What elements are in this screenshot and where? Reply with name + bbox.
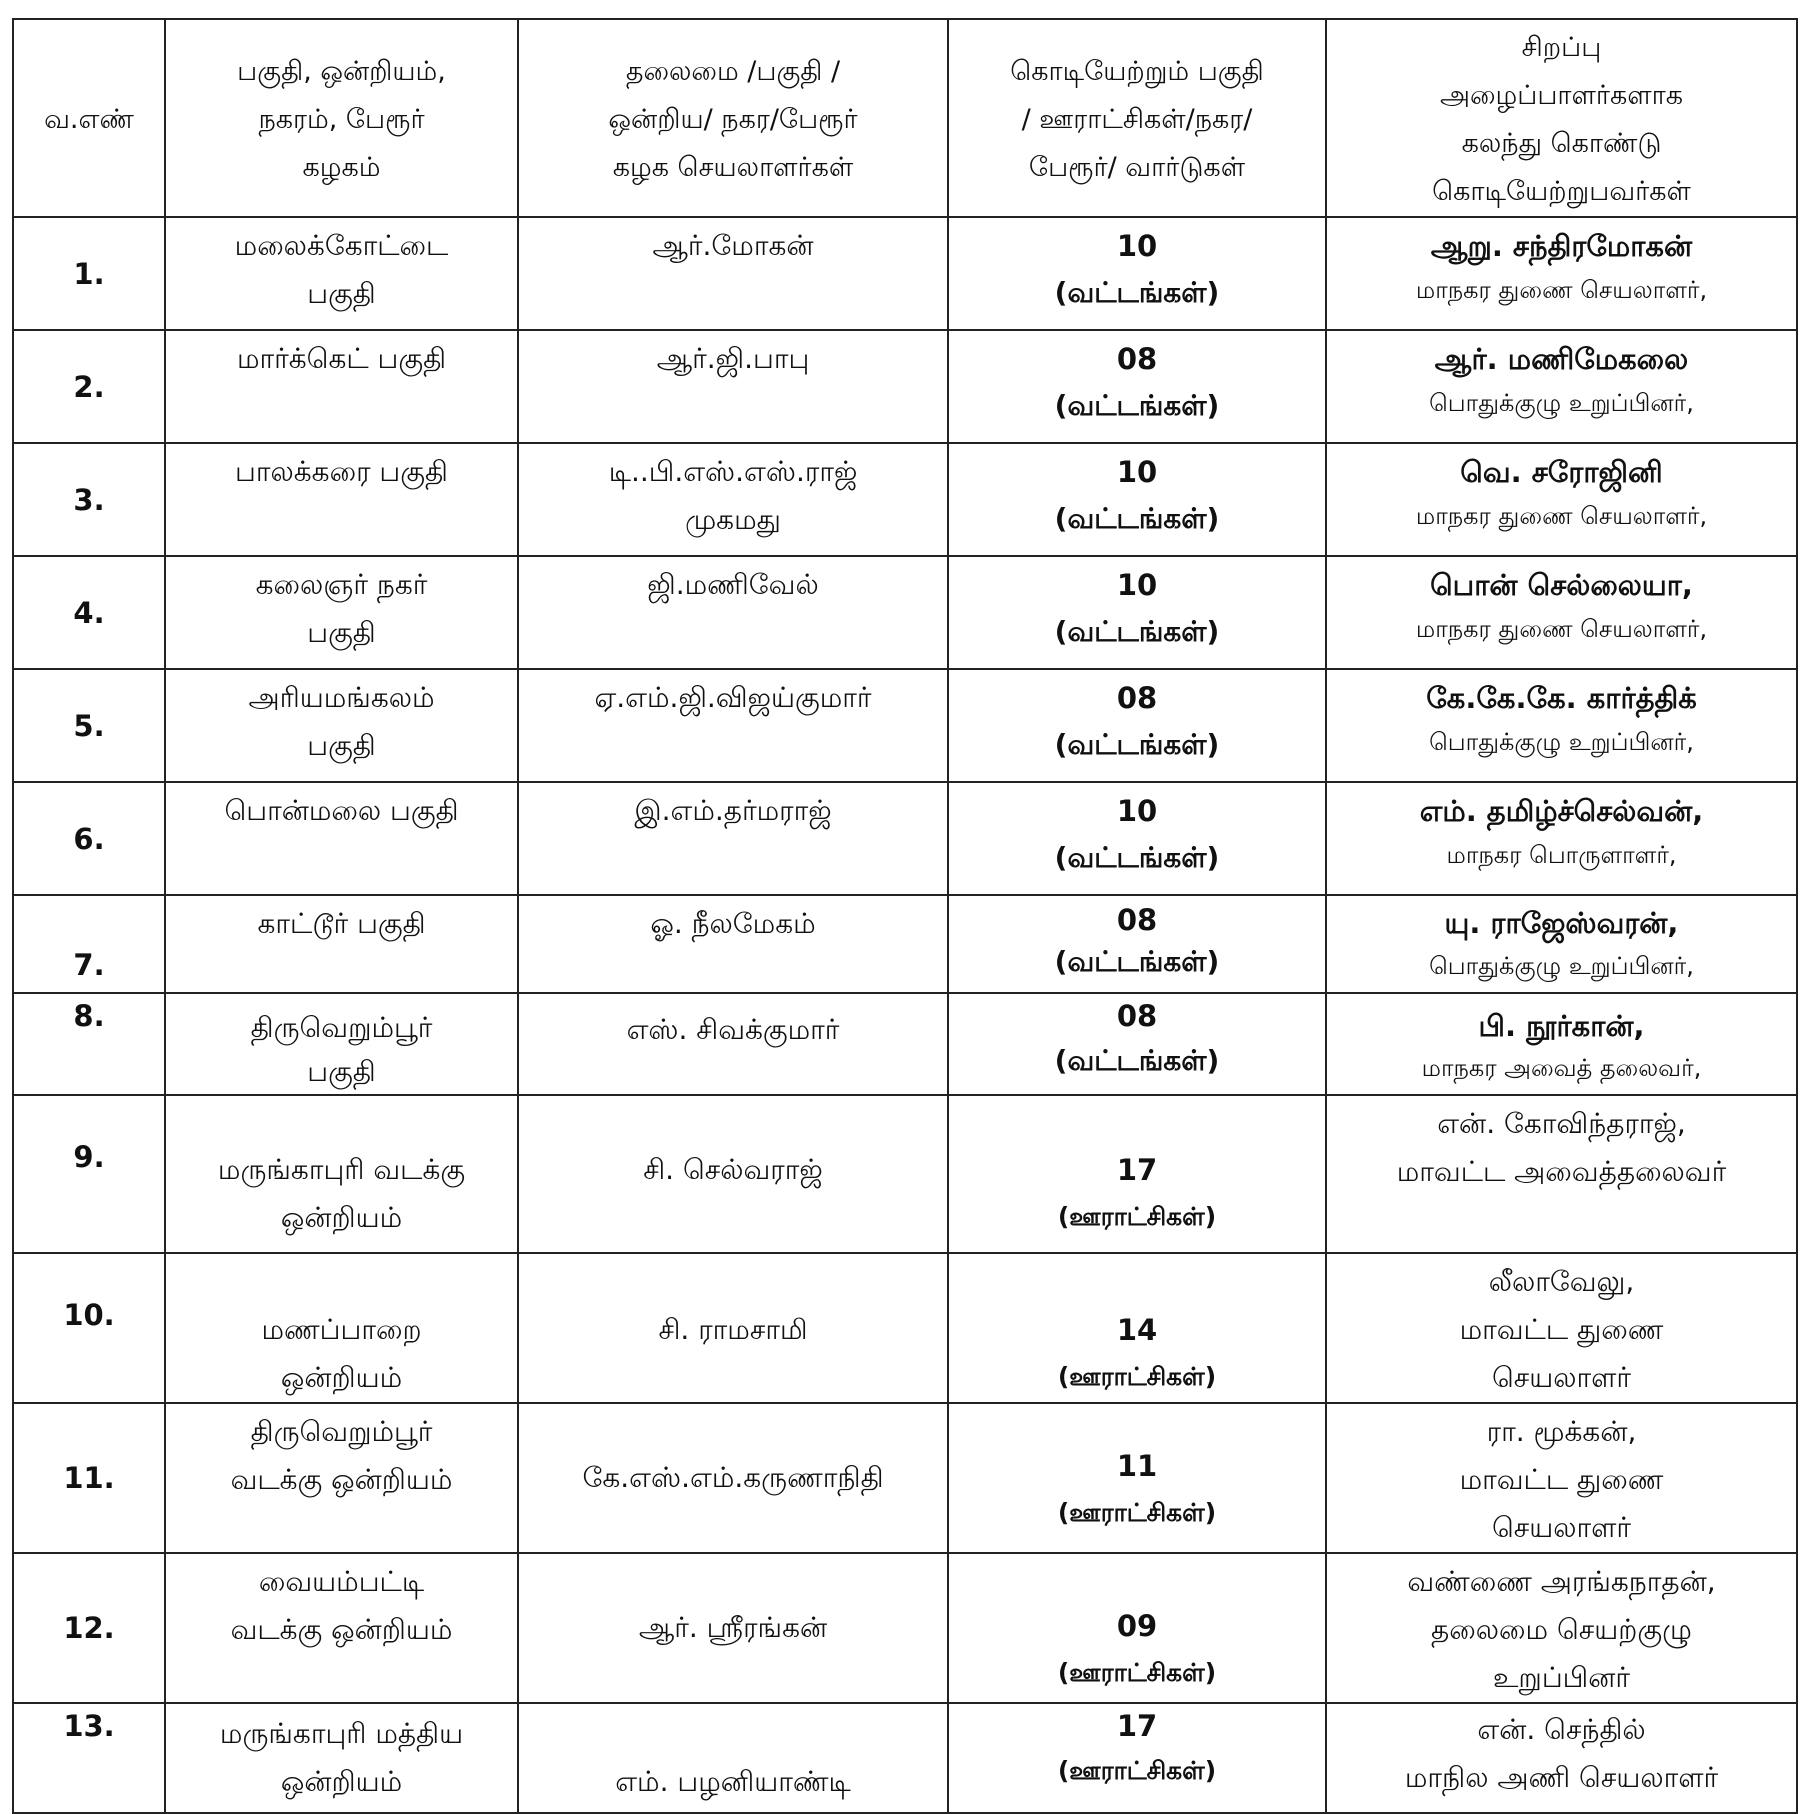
header-line: கலந்து கொண்டு xyxy=(1461,128,1662,159)
secretary-line: ஆர்.மோகன் xyxy=(652,229,814,262)
guest-cell xyxy=(1326,993,1797,1095)
header-wards xyxy=(948,19,1326,217)
table-row xyxy=(13,1703,1797,1813)
count-unit: (வட்டங்கள்) xyxy=(1054,502,1220,535)
area-cell xyxy=(165,782,518,895)
guest-cell xyxy=(1326,1553,1797,1703)
guest-name: வெ. சரோஜினி xyxy=(1460,455,1663,489)
area-line: திருவெறும்பூர் xyxy=(250,1011,433,1044)
guest-cell xyxy=(1326,1703,1797,1813)
header-secretary xyxy=(518,19,948,217)
guest-name: கே.கே.கே. கார்த்திக் xyxy=(1426,681,1697,715)
guest-name: ஆறு. சந்திரமோகன் xyxy=(1430,229,1693,263)
area-line: வடக்கு ஒன்றியம் xyxy=(230,1463,453,1496)
area-line: ஒன்றியம் xyxy=(280,1765,403,1798)
secretary-cell xyxy=(518,217,948,330)
area-line: திருவெறும்பூர் xyxy=(250,1415,433,1448)
guest-role: பொதுக்குழு உறுப்பினர், xyxy=(1429,389,1694,417)
count-unit: (வட்டங்கள்) xyxy=(1054,389,1220,422)
count-value: 17 xyxy=(1116,1153,1158,1187)
guest-role: பொதுக்குழு உறுப்பினர், xyxy=(1429,728,1694,756)
count-cell xyxy=(948,1403,1326,1553)
secretary-line: கே.எஸ்.எம்.கருணாநிதி xyxy=(582,1461,884,1494)
serial-no-cell: 9. xyxy=(13,1095,165,1253)
count-unit: (ஊராட்சிகள்) xyxy=(1057,1362,1217,1391)
count-unit: (வட்டங்கள்) xyxy=(1054,728,1220,761)
secretary-line: எஸ். சிவக்குமார் xyxy=(626,1013,840,1046)
count-value: 08 xyxy=(1116,903,1158,937)
guest-cell xyxy=(1326,330,1797,443)
serial-no-cell: 2. xyxy=(13,330,165,443)
guest-name: ரா. மூக்கன், xyxy=(1486,1415,1637,1448)
secretary-cell xyxy=(518,443,948,556)
count-cell xyxy=(948,1703,1326,1813)
count-unit: (ஊராட்சிகள்) xyxy=(1057,1202,1217,1231)
area-cell xyxy=(165,669,518,782)
guest-cell xyxy=(1326,217,1797,330)
count-cell xyxy=(948,556,1326,669)
count-value: 11 xyxy=(1116,1449,1158,1483)
header-area xyxy=(165,19,518,217)
table-row xyxy=(13,782,1797,895)
header-row xyxy=(13,19,1797,217)
guest-role: தலைமை செயற்குழு xyxy=(1431,1613,1692,1646)
secretary-cell xyxy=(518,895,948,993)
header-line: கழகம் xyxy=(302,152,381,183)
secretary-cell xyxy=(518,1553,948,1703)
guest-role: பொதுக்குழு உறுப்பினர், xyxy=(1429,952,1694,980)
table-row xyxy=(13,669,1797,782)
header-line: கொடியேற்றும் பகுதி xyxy=(1010,56,1264,87)
header-line: அழைப்பாளர்களாக xyxy=(1439,80,1684,111)
header-line: பகுதி, ஒன்றியம், xyxy=(237,56,446,87)
area-cell xyxy=(165,993,518,1095)
count-value: 08 xyxy=(1116,342,1158,376)
guest-name: வண்ணை அரங்கநாதன், xyxy=(1407,1565,1716,1598)
header-line: கழக செயலாளர்கள் xyxy=(612,152,854,183)
secretary-line: முகமது xyxy=(685,503,781,536)
area-line: ஒன்றியம் xyxy=(280,1201,403,1234)
area-line: பாலக்கரை பகுதி xyxy=(235,455,448,488)
count-cell xyxy=(948,1553,1326,1703)
guest-cell xyxy=(1326,669,1797,782)
count-unit: (ஊராட்சிகள்) xyxy=(1057,1756,1217,1785)
area-cell xyxy=(165,1403,518,1553)
serial-no-cell: 11. xyxy=(13,1403,165,1553)
guest-role: செயலாளர் xyxy=(1491,1511,1632,1544)
area-line: மலைக்கோட்டை xyxy=(234,229,449,262)
count-cell xyxy=(948,217,1326,330)
header-guests xyxy=(1326,19,1797,217)
guest-cell xyxy=(1326,782,1797,895)
secretary-line: ஆர். ஸ்ரீரங்கன் xyxy=(638,1611,828,1644)
header-line: ஒன்றிய/ நகர/பேரூர் xyxy=(608,104,858,135)
secretary-line: ஆர்.ஜி.பாபு xyxy=(656,342,810,375)
guest-name: யு. ராஜேஸ்வரன், xyxy=(1444,906,1679,940)
secretary-cell xyxy=(518,1703,948,1813)
count-cell xyxy=(948,1095,1326,1253)
serial-no-cell: 5. xyxy=(13,669,165,782)
area-cell xyxy=(165,1553,518,1703)
secretary-cell xyxy=(518,669,948,782)
flag-hoisting-table xyxy=(12,18,1798,1814)
serial-no-cell: 3. xyxy=(13,443,165,556)
guest-role: மாநகர அவைத் தலைவர், xyxy=(1421,1054,1702,1082)
header-line: / ஊராட்சிகள்/நகர/ xyxy=(1021,104,1253,135)
guest-name: ஆர். மணிமேகலை xyxy=(1434,342,1689,376)
count-value: 10 xyxy=(1116,455,1158,489)
table-row xyxy=(13,556,1797,669)
secretary-line: ஓ. நீலமேகம் xyxy=(650,907,816,940)
area-line: வடக்கு ஒன்றியம் xyxy=(230,1613,453,1646)
table-row xyxy=(13,1095,1797,1253)
table-row xyxy=(13,1403,1797,1553)
table-row xyxy=(13,1553,1797,1703)
secretary-cell xyxy=(518,1403,948,1553)
area-cell xyxy=(165,1703,518,1813)
serial-no-cell: 1. xyxy=(13,217,165,330)
count-cell xyxy=(948,782,1326,895)
table-row xyxy=(13,1253,1797,1403)
area-line: ஒன்றியம் xyxy=(280,1361,403,1394)
area-line: மருங்காபுரி வடக்கு xyxy=(217,1153,466,1186)
secretary-line: ஜி.மணிவேல் xyxy=(647,568,819,601)
table-row xyxy=(13,895,1797,993)
area-cell xyxy=(165,443,518,556)
serial-no-cell: 10. xyxy=(13,1253,165,1403)
area-line: மருங்காபுரி மத்திய xyxy=(219,1717,464,1750)
header-line: நகரம், பேரூர் xyxy=(258,104,425,135)
count-unit: (ஊராட்சிகள்) xyxy=(1057,1498,1217,1527)
guest-role: மாநகர துணை செயலாளர், xyxy=(1415,502,1708,530)
secretary-cell xyxy=(518,556,948,669)
area-cell xyxy=(165,330,518,443)
area-cell xyxy=(165,217,518,330)
area-cell xyxy=(165,895,518,993)
count-value: 10 xyxy=(1116,568,1158,602)
guest-role: மாவட்ட துணை xyxy=(1459,1313,1664,1346)
header-serial-no: வ.எண் xyxy=(13,19,165,217)
guest-name: லீலாவேலு, xyxy=(1488,1265,1635,1298)
guest-role: மாநகர பொருளாளர், xyxy=(1446,841,1677,869)
count-cell xyxy=(948,1253,1326,1403)
secretary-line: டி..பி.எஸ்.எஸ்.ராஜ் xyxy=(608,455,858,488)
guest-role: உறுப்பினர் xyxy=(1493,1661,1630,1694)
count-cell xyxy=(948,993,1326,1095)
guest-cell xyxy=(1326,1403,1797,1553)
area-line: மணப்பாறை xyxy=(261,1313,422,1346)
guest-role: மாவட்ட துணை xyxy=(1459,1463,1664,1496)
area-line: பகுதி xyxy=(307,729,376,762)
serial-no-cell: 4. xyxy=(13,556,165,669)
table-row xyxy=(13,330,1797,443)
secretary-cell xyxy=(518,1253,948,1403)
secretary-line: ஏ.எம்.ஜி.விஜய்குமார் xyxy=(594,681,872,714)
secretary-line: எம். பழனியாண்டி xyxy=(615,1765,851,1798)
area-cell xyxy=(165,556,518,669)
guest-cell xyxy=(1326,895,1797,993)
serial-no-cell: 12. xyxy=(13,1553,165,1703)
guest-name: என். கோவிந்தராஜ், xyxy=(1437,1107,1686,1140)
count-value: 08 xyxy=(1116,999,1158,1033)
count-value: 08 xyxy=(1116,681,1158,715)
count-cell xyxy=(948,669,1326,782)
area-line: மார்க்கெட் பகுதி xyxy=(236,342,447,375)
guest-name: எம். தமிழ்ச்செல்வன், xyxy=(1419,794,1704,828)
guest-cell xyxy=(1326,1095,1797,1253)
secretary-line: சி. ராமசாமி xyxy=(658,1313,808,1346)
guest-role: செயலாளர் xyxy=(1491,1361,1632,1394)
area-line: அரியமங்கலம் xyxy=(248,681,435,714)
table-row xyxy=(13,443,1797,556)
count-unit: (ஊராட்சிகள்) xyxy=(1057,1658,1217,1687)
serial-no-cell: 13. xyxy=(13,1703,165,1813)
guest-cell xyxy=(1326,556,1797,669)
guest-name: பி. நூர்கான், xyxy=(1478,1009,1645,1043)
table-row xyxy=(13,993,1797,1095)
secretary-cell xyxy=(518,782,948,895)
area-cell xyxy=(165,1095,518,1253)
header-line: தலைமை /பகுதி / xyxy=(625,56,841,87)
guest-cell xyxy=(1326,443,1797,556)
count-cell xyxy=(948,330,1326,443)
count-value: 14 xyxy=(1116,1313,1158,1347)
area-line: கலைஞர் நகர் xyxy=(255,568,428,601)
area-line: வையம்பட்டி xyxy=(258,1565,425,1598)
area-line: பொன்மலை பகுதி xyxy=(224,794,459,827)
guest-role: மாநகர துணை செயலாளர், xyxy=(1415,615,1708,643)
guest-role: மாநில அணி செயலாளர் xyxy=(1404,1761,1719,1794)
count-value: 10 xyxy=(1116,794,1158,828)
header-line: சிறப்பு xyxy=(1521,32,1602,63)
count-cell xyxy=(948,895,1326,993)
secretary-line: இ.எம்.தர்மராஜ் xyxy=(634,794,832,827)
guest-role: மாநகர துணை செயலாளர், xyxy=(1415,276,1708,304)
serial-no-cell: 6. xyxy=(13,782,165,895)
count-value: 10 xyxy=(1116,229,1158,263)
count-unit: (வட்டங்கள்) xyxy=(1054,615,1220,648)
area-line: பகுதி xyxy=(307,616,376,649)
table-row xyxy=(13,217,1797,330)
count-unit: (வட்டங்கள்) xyxy=(1054,276,1220,309)
secretary-cell xyxy=(518,330,948,443)
count-cell xyxy=(948,443,1326,556)
guest-name: என். செந்தில் xyxy=(1477,1713,1646,1746)
area-line: பகுதி xyxy=(307,277,376,310)
secretary-cell xyxy=(518,1095,948,1253)
count-unit: (வட்டங்கள்) xyxy=(1054,945,1220,978)
count-unit: (வட்டங்கள்) xyxy=(1054,1044,1220,1077)
secretary-line: சி. செல்வராஜ் xyxy=(643,1153,823,1186)
serial-no-cell: 7. xyxy=(13,895,165,993)
guest-role: மாவட்ட அவைத்தலைவர் xyxy=(1396,1155,1727,1188)
guest-name: பொன் செல்லையா, xyxy=(1430,568,1693,602)
count-unit: (வட்டங்கள்) xyxy=(1054,841,1220,874)
guest-cell xyxy=(1326,1253,1797,1403)
header-line: பேரூர்/ வார்டுகள் xyxy=(1028,152,1246,183)
area-cell xyxy=(165,1253,518,1403)
serial-no-cell: 8. xyxy=(13,993,165,1095)
area-line: பகுதி xyxy=(307,1055,376,1088)
count-value: 09 xyxy=(1116,1609,1158,1643)
header-line: கொடியேற்றுபவர்கள் xyxy=(1432,176,1691,207)
area-line: காட்டூர் பகுதி xyxy=(257,907,426,940)
secretary-cell xyxy=(518,993,948,1095)
count-value: 17 xyxy=(1116,1709,1158,1743)
